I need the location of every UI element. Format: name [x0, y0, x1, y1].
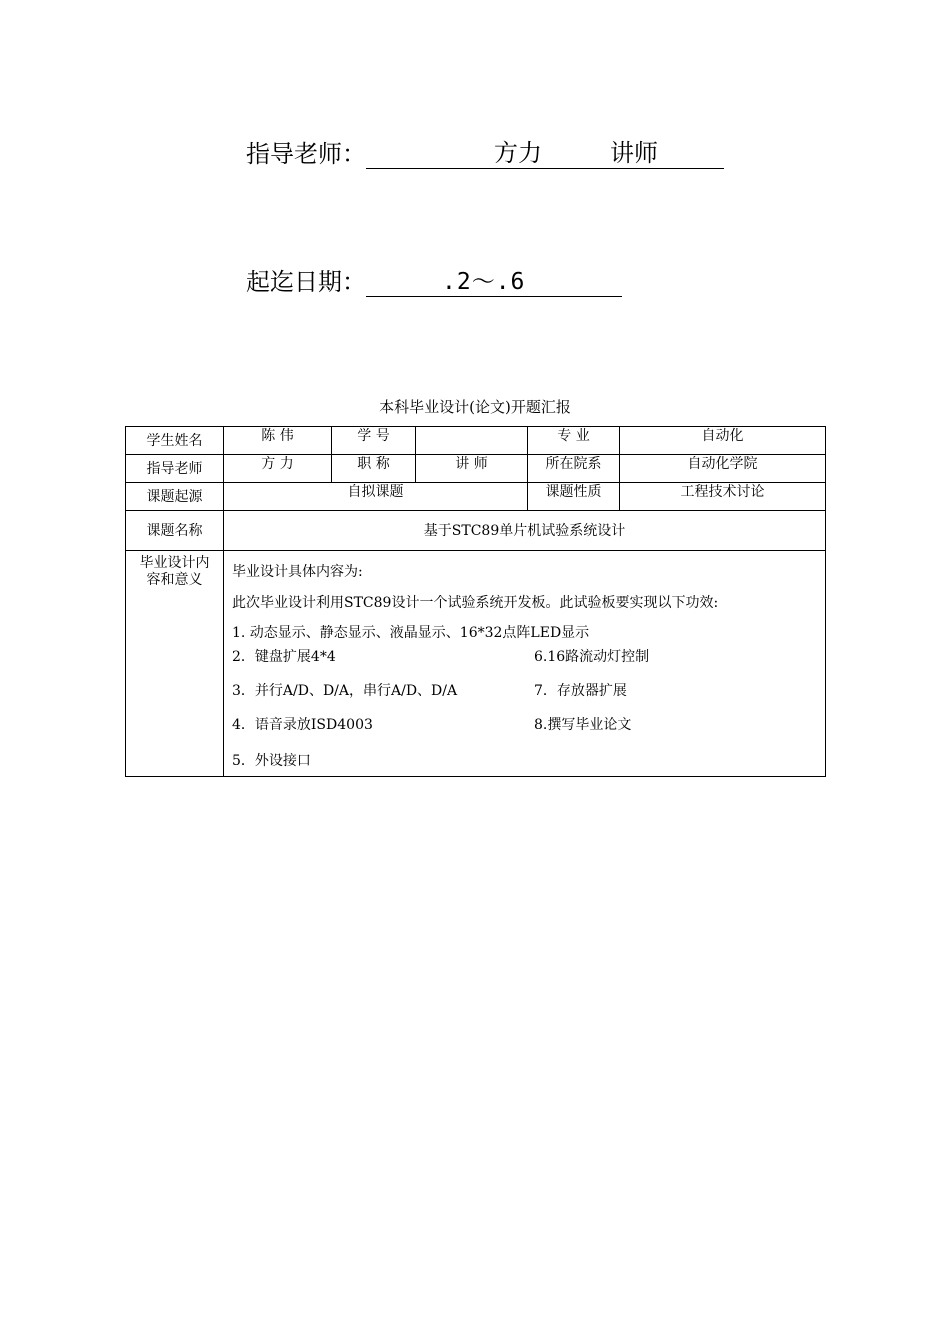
- table-row: [126, 427, 826, 455]
- topic-label: 课题名称: [126, 511, 224, 551]
- advisor-line: [246, 134, 724, 169]
- source-label: 课题起源: [126, 483, 224, 511]
- major-value: 自动化: [620, 427, 826, 455]
- item-right: 7．存放器扩展: [534, 683, 627, 699]
- item-left: 1. 动态显示、静态显示、液晶显示、16*32点阵LED显示: [232, 625, 590, 641]
- advisor-underline: [366, 138, 724, 169]
- period-line: [246, 262, 622, 297]
- student-name-label: 学生姓名: [126, 427, 224, 455]
- rank-value: 讲 师: [416, 455, 528, 483]
- content-cell: [224, 551, 826, 777]
- advisor-title: 讲师: [610, 139, 658, 167]
- dept-value: 自动化学院: [620, 455, 826, 483]
- list-item: [232, 682, 819, 704]
- list-item: [232, 716, 819, 738]
- report-title: 本科毕业设计(论文)开题汇报: [379, 398, 571, 416]
- student-name-value: 陈 伟: [224, 427, 332, 455]
- period-value: .2～.6: [442, 269, 526, 295]
- period-underline: [366, 266, 622, 297]
- content-label: 毕业设计内容和意义: [126, 551, 224, 777]
- dept-label: 所在院系: [528, 455, 620, 483]
- advisor-label: 指导老师：: [246, 140, 366, 168]
- major-label: 专 业: [528, 427, 620, 455]
- rank-label: 职 称: [332, 455, 416, 483]
- list-item: [232, 752, 819, 774]
- advisor-name: 方力: [494, 139, 542, 167]
- student-id-value: [416, 427, 528, 455]
- advisor-row-label: 指导老师: [126, 455, 224, 483]
- item-right: 8.撰写毕业论文: [534, 717, 632, 733]
- topic-value: 基于STC89单片机试验系统设计: [224, 511, 826, 551]
- table-row: [126, 511, 826, 551]
- item-left: 3．并行A/D、D/A，串行A/D、D/A: [232, 683, 458, 699]
- table-row: [126, 483, 826, 511]
- list-item: [232, 648, 819, 670]
- item-left: 5．外设接口: [232, 753, 311, 769]
- item-left: 4．语音录放ISD4003: [232, 717, 373, 733]
- item-left: 2．键盘扩展4*4: [232, 649, 336, 665]
- period-label: 起迄日期：: [246, 268, 366, 296]
- source-value: 自拟课题: [224, 483, 528, 511]
- item-right: 6.16路流动灯控制: [534, 649, 650, 665]
- table-row: [126, 551, 826, 777]
- nature-label: 课题性质: [528, 483, 620, 511]
- student-id-label: 学 号: [332, 427, 416, 455]
- content-heading: 毕业设计具体内容为:: [232, 564, 363, 580]
- report-table: [125, 426, 826, 777]
- list-item: [232, 624, 819, 646]
- table-row: [126, 455, 826, 483]
- nature-value: 工程技术讨论: [620, 483, 826, 511]
- advisor-row-value: 方 力: [224, 455, 332, 483]
- content-intro: 此次毕业设计利用STC89设计一个试验系统开发板。此试验板要实现以下功效:: [232, 595, 719, 611]
